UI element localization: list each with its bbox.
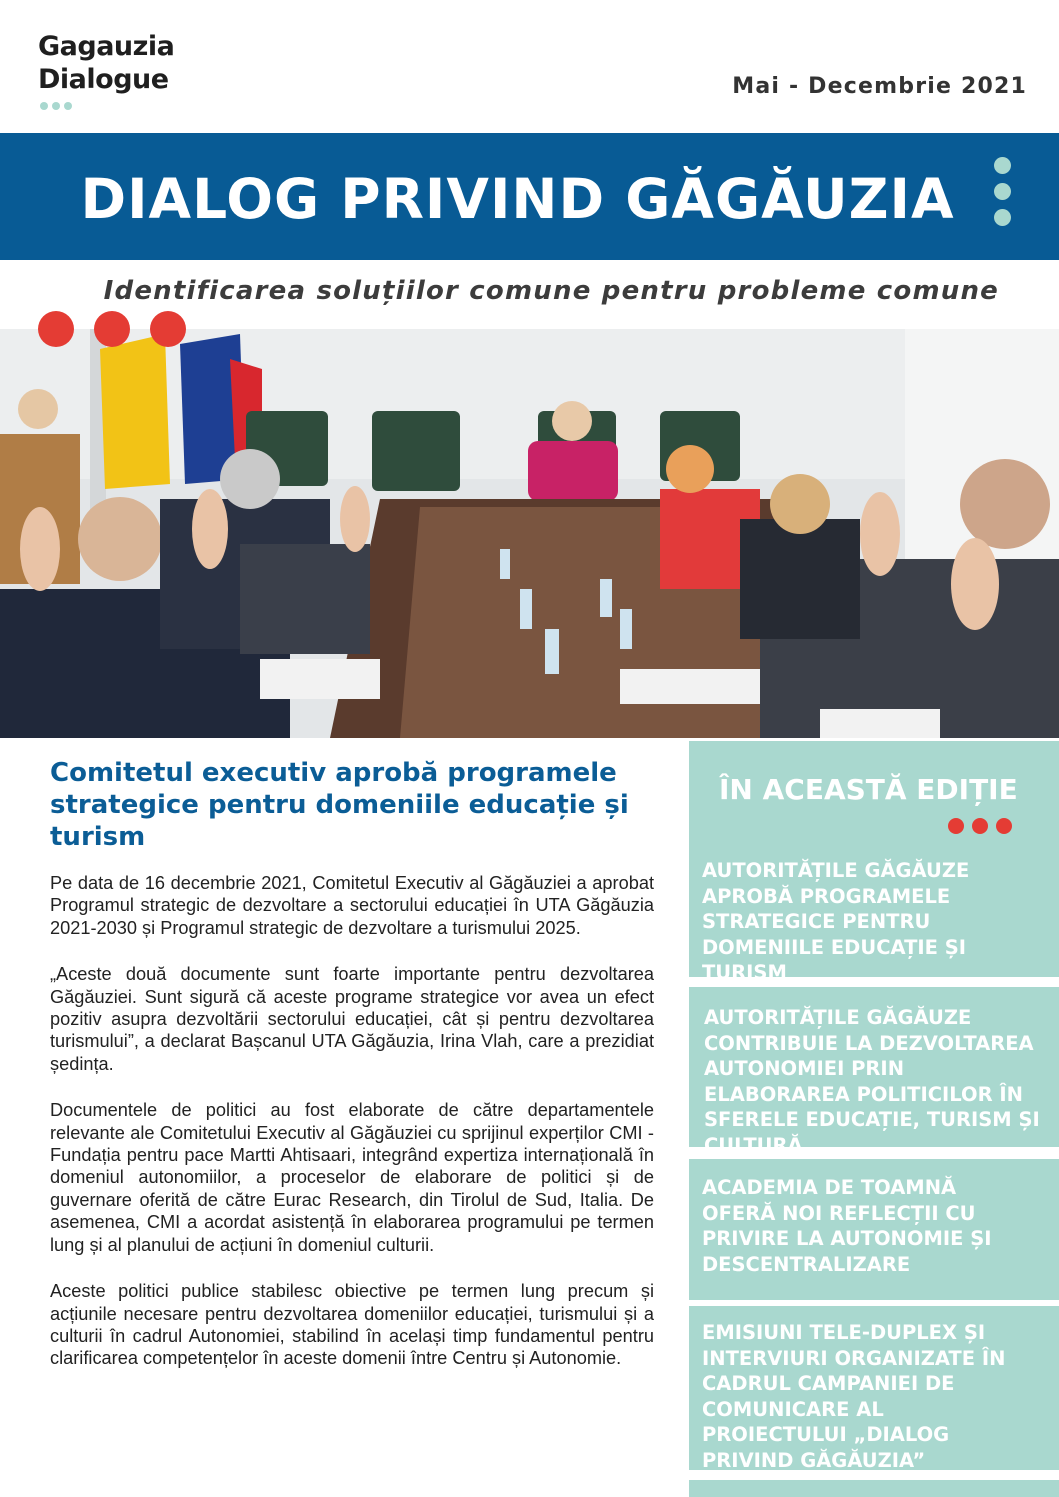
in-this-edition-sidebar	[689, 741, 1059, 1497]
logo-line-1: Gagauzia	[38, 31, 175, 62]
edition-item-box-2[interactable]	[689, 987, 1059, 1157]
logo-line-2: Dialogue	[38, 64, 169, 95]
edition-item-4[interactable]: EMISIUNI TELE-DUPLEX ȘI INTERVIURI ORGANIZATE ÎN CADRUL CAMPANIEI DE COMUNICARE AL PROIECTULUI „DIALOG PRIVIND GĂGĂUZIA”	[702, 1321, 1006, 1472]
gagauzia-dialogue-logo	[38, 30, 174, 110]
red-dots-decoration	[38, 311, 186, 347]
edition-item-box-3[interactable]	[689, 1159, 1059, 1300]
edition-title: ÎN ACEASTĂ EDIȚIE	[719, 773, 1018, 806]
edition-header	[689, 741, 1059, 985]
edition-item-box-4[interactable]	[689, 1306, 1059, 1470]
subtitle: Identificarea soluțiilor comune pentru probleme comune	[103, 276, 999, 306]
vertical-dots-decoration	[994, 157, 1011, 226]
article-paragraph-2: „Aceste două documente sunt foarte importante pentru dezvoltarea Găgăuziei. Sunt sigură că aceste programe strategice vor avea un efect pozitiv asupra dezvoltării sectorului educației, cât și pentru dezvoltarea turismului”, a declarat Bașcanul UTA Găgăuzia, Irina Vlah, care a prezidiat ședința.	[50, 964, 654, 1074]
logo-dots	[40, 102, 174, 110]
issue-date: Mai - Decembrie 2021	[732, 74, 1027, 99]
banner-title: DIALOG PRIVIND GĂGĂUZIA	[80, 167, 955, 231]
meeting-photo	[0, 329, 1059, 738]
edition-item-1[interactable]: AUTORITĂȚILE GĂGĂUZE APROBĂ PROGRAMELE STRATEGICE PENTRU DOMENIILE EDUCAȚIE ȘI TURISM	[702, 859, 970, 985]
edition-item-3[interactable]: ACADEMIA DE TOAMNĂ OFERĂ NOI REFLECȚII CU PRIVIRE LA AUTONOMIE ȘI DESCENTRALIZARE	[702, 1176, 992, 1276]
edition-item-2[interactable]: AUTORITĂȚILE GĂGĂUZE CONTRIBUIE LA DEZVOLTAREA AUTONOMIEI PRIN ELABORAREA POLITICILOR ÎN SFERELE EDUCAȚIE, TURISM ȘI CULTURĂ	[704, 1006, 1040, 1157]
edition-red-dots	[948, 818, 1012, 834]
meeting-photo-illustration	[0, 329, 1059, 738]
edition-item-box-5	[689, 1480, 1059, 1497]
article-body	[50, 872, 654, 1394]
article-paragraph-1: Pe data de 16 decembrie 2021, Comitetul Executiv al Găgăuziei a aprobat Programul strategic de dezvoltare a sectorului educației în UTA Găgăuzia 2021-2030 și Programul strategic de dezvoltare a turismului 2025.	[50, 873, 654, 938]
article-paragraph-3: Documentele de politici au fost elaborate de către departamentele relevante ale Comitetului Executiv al Găgăuziei cu sprijinul experților CMI - Fundația pentru pace Martti Ahtisaari, integrând expertiza internațională în domeniul autonomiilor, a proceselor de elaborare de politici și de guvernare oferită de către Eurac Research, din Tirolul de Sud, Italia. De asemenea, CMI a acordat asistență în elaborarea programului pe termen lung și al planului de acțiuni în domeniul culturii.	[50, 1100, 654, 1255]
title-banner	[0, 133, 1059, 260]
article-paragraph-4: Aceste politici publice stabilesc obiective pe termen lung precum și acțiunile necesare pentru dezvoltarea domeniilor educației, turismului și a culturii în cadrul Autonomiei, stabilind în același timp fundamentul pentru clarificarea competențelor în aceste domenii între Centru și Autonomie.	[50, 1281, 654, 1369]
article-headline: Comitetul executiv aprobă programele strategice pentru domeniile educație și turism	[50, 758, 629, 852]
